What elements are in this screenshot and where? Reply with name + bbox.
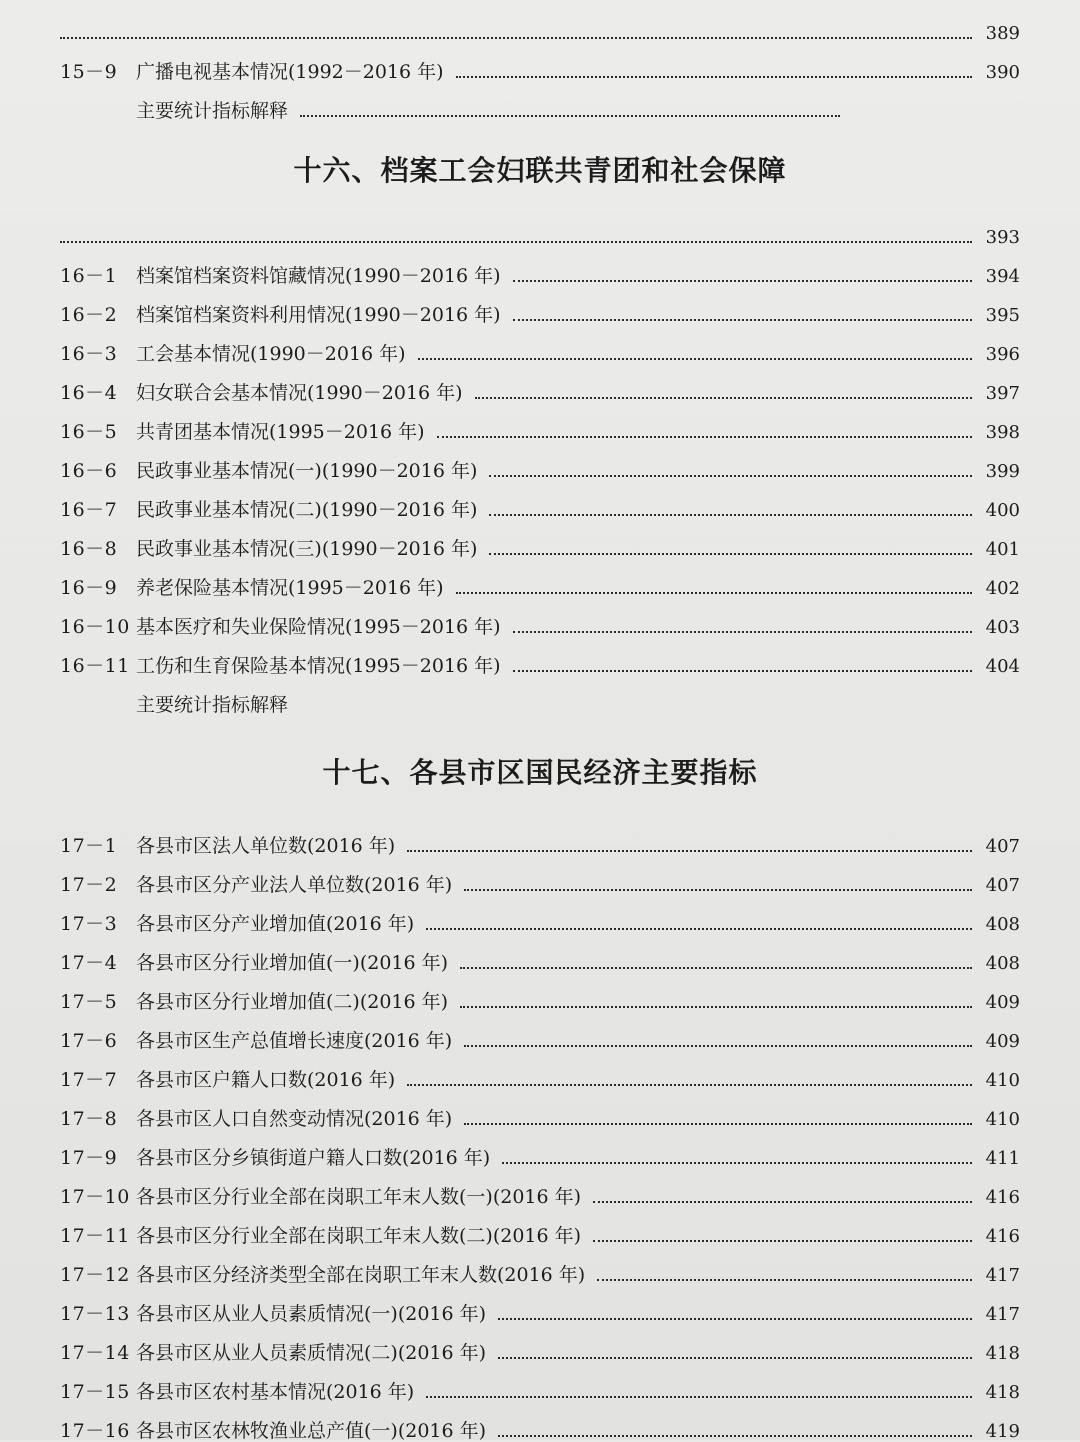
toc-entry-number: 16－7 xyxy=(60,499,118,521)
toc-entry-title: 民政事业基本情况(一)(1990－2016 年) xyxy=(136,460,478,482)
dot-leader xyxy=(489,514,972,516)
toc-entry-page: 407 xyxy=(985,875,1020,896)
toc-entry-page: 403 xyxy=(985,617,1020,638)
dot-leader xyxy=(456,76,972,78)
toc-entry-page: 401 xyxy=(985,539,1020,560)
toc-entry xyxy=(60,403,1020,442)
toc-entry-number: 16－2 xyxy=(60,304,118,326)
dot-leader xyxy=(489,475,972,477)
dot-leader xyxy=(300,115,840,117)
toc-entry-number: 17－1 xyxy=(60,835,118,857)
toc-entry-page: 416 xyxy=(985,1226,1020,1247)
toc-entry-page: 395 xyxy=(985,305,1020,326)
toc-entry-number: 17－8 xyxy=(60,1108,118,1130)
toc-entry xyxy=(60,1090,1020,1129)
toc-section-15-tail xyxy=(60,0,1020,121)
toc-entry xyxy=(60,637,1020,676)
toc-entry xyxy=(60,364,1020,403)
dot-leader xyxy=(407,1084,972,1086)
dot-leader xyxy=(489,553,972,555)
toc-entry-page: 407 xyxy=(985,836,1020,857)
toc-entry-number: 16－4 xyxy=(60,382,118,404)
toc-entry-title: 各县市区户籍人口数(2016 年) xyxy=(136,1069,396,1091)
toc-entry-page: 393 xyxy=(985,227,1020,248)
dot-leader xyxy=(593,1240,972,1242)
dot-leader xyxy=(437,436,972,438)
toc-entry-number: 17－11 xyxy=(60,1225,130,1247)
toc-entry-title: 各县市区分行业增加值(二)(2016 年) xyxy=(136,991,449,1013)
toc-entry xyxy=(60,1168,1020,1207)
toc-entry xyxy=(60,1207,1020,1246)
toc-entry-page: 410 xyxy=(985,1070,1020,1091)
toc-entry xyxy=(60,481,1020,520)
toc-entry xyxy=(60,247,1020,286)
section-heading: 十六、档案工会妇联共青团和社会保障 xyxy=(293,154,787,187)
toc-entry xyxy=(60,934,1020,973)
toc-entry-title: 各县市区从业人员素质情况(二)(2016 年) xyxy=(136,1342,487,1364)
toc-entry xyxy=(60,442,1020,481)
dot-leader xyxy=(513,631,972,633)
toc-entry-number: 16－11 xyxy=(60,655,130,677)
toc-entry xyxy=(60,82,1020,121)
toc-entry xyxy=(60,598,1020,637)
toc-entry-page: 399 xyxy=(985,461,1020,482)
toc-entry-title: 妇女联合会基本情况(1990－2016 年) xyxy=(136,382,463,404)
toc-entry xyxy=(60,1129,1020,1168)
toc-entry-number: 16－10 xyxy=(60,616,130,638)
toc-entry-title: 各县市区分经济类型全部在岗职工年末人数(2016 年) xyxy=(136,1264,586,1286)
toc-entry-title: 各县市区人口自然变动情况(2016 年) xyxy=(136,1108,453,1130)
toc-entry-page: 394 xyxy=(985,266,1020,287)
toc-entry-title: 各县市区生产总值增长速度(2016 年) xyxy=(136,1030,453,1052)
toc-entry-title: 共青团基本情况(1995－2016 年) xyxy=(136,421,425,443)
dot-leader xyxy=(418,358,972,360)
toc-entry-title: 档案馆档案资料利用情况(1990－2016 年) xyxy=(136,304,501,326)
toc-entry xyxy=(60,973,1020,1012)
toc-entry xyxy=(60,1363,1020,1402)
toc-entry-page: 408 xyxy=(985,914,1020,935)
toc-entry-number: 17－6 xyxy=(60,1030,118,1052)
toc-entry-page: 409 xyxy=(985,992,1020,1013)
toc-entry-page: 416 xyxy=(985,1187,1020,1208)
toc-entry xyxy=(60,227,1020,247)
toc-entry xyxy=(60,559,1020,598)
toc-entry xyxy=(60,286,1020,325)
toc-entry-number: 17－9 xyxy=(60,1147,118,1169)
dot-leader xyxy=(426,1396,972,1398)
toc-entry-title: 各县市区分行业增加值(一)(2016 年) xyxy=(136,952,449,974)
toc-entry-page: 408 xyxy=(985,953,1020,974)
toc-entry-title: 民政事业基本情况(二)(1990－2016 年) xyxy=(136,499,478,521)
toc-entry xyxy=(60,1051,1020,1090)
toc-entry-title: 各县市区分产业增加值(2016 年) xyxy=(136,913,415,935)
toc-entry-title: 各县市区农林牧渔业总产值(一)(2016 年) xyxy=(136,1420,487,1442)
toc-entry-page: 417 xyxy=(985,1304,1020,1325)
toc-entry-number: 17－7 xyxy=(60,1069,118,1091)
toc-entry xyxy=(60,817,1020,856)
toc-entry-page: 410 xyxy=(985,1109,1020,1130)
toc-entry-page: 397 xyxy=(985,383,1020,404)
toc-entry-title: 养老保险基本情况(1995－2016 年) xyxy=(136,577,444,599)
toc-entry-number: 17－3 xyxy=(60,913,118,935)
dot-leader xyxy=(498,1357,972,1359)
toc-entry-page: 396 xyxy=(985,344,1020,365)
toc-entry xyxy=(60,325,1020,364)
toc-entry-page: 419 xyxy=(985,1421,1020,1442)
toc-entry-title: 工会基本情况(1990－2016 年) xyxy=(136,343,406,365)
dot-leader xyxy=(460,1006,972,1008)
toc-entry-page: 409 xyxy=(985,1031,1020,1052)
toc-entry-page: 398 xyxy=(985,422,1020,443)
toc-entry-number: 17－5 xyxy=(60,991,118,1013)
toc-entry xyxy=(60,1285,1020,1324)
toc-entry-number: 17－12 xyxy=(60,1264,130,1286)
dot-leader xyxy=(407,850,972,852)
dot-leader xyxy=(460,967,972,969)
toc-entry-number: 17－4 xyxy=(60,952,118,974)
toc-entry-number: 17－14 xyxy=(60,1342,130,1364)
toc-entry-page: 402 xyxy=(985,578,1020,599)
dot-leader xyxy=(513,280,972,282)
toc-entry-title: 工伤和生育保险基本情况(1995－2016 年) xyxy=(136,655,501,677)
dot-leader xyxy=(513,670,972,672)
toc-entry-number: 17－10 xyxy=(60,1186,130,1208)
toc-entry-title: 各县市区分行业全部在岗职工年末人数(一)(2016 年) xyxy=(136,1186,582,1208)
toc-entry-page: 417 xyxy=(985,1265,1020,1286)
toc-entry xyxy=(60,4,1020,43)
toc-entry xyxy=(60,1012,1020,1051)
toc-entry-title: 各县市区农村基本情况(2016 年) xyxy=(136,1381,415,1403)
toc-entry-title: 各县市区分乡镇街道户籍人口数(2016 年) xyxy=(136,1147,491,1169)
toc-entry-number: 15－9 xyxy=(60,61,118,83)
toc-entry-number: 16－5 xyxy=(60,421,118,443)
toc-entry-number: 16－3 xyxy=(60,343,118,365)
toc-entry-title: 各县市区法人单位数(2016 年) xyxy=(136,835,396,857)
toc-entry-page: 400 xyxy=(985,500,1020,521)
toc-entry-title: 广播电视基本情况(1992－2016 年) xyxy=(136,61,444,83)
toc-entry-number: 16－1 xyxy=(60,265,118,287)
dot-leader xyxy=(593,1201,972,1203)
toc-section-16 xyxy=(60,227,1020,715)
toc-entry xyxy=(60,895,1020,934)
toc-entry-page: 418 xyxy=(985,1382,1020,1403)
toc-entry-page: 418 xyxy=(985,1343,1020,1364)
toc-entry-page: 411 xyxy=(985,1148,1020,1169)
toc-entry-title: 主要统计指标解释 xyxy=(136,100,289,122)
toc-entry xyxy=(60,43,1020,82)
toc-entry-number: 16－8 xyxy=(60,538,118,560)
dot-leader xyxy=(513,319,972,321)
toc-entry xyxy=(60,676,1020,715)
dot-leader xyxy=(464,1045,972,1047)
dot-leader xyxy=(464,889,972,891)
toc-entry-page: 389 xyxy=(985,23,1020,44)
toc-entry-number: 17－15 xyxy=(60,1381,130,1403)
toc-entry-title: 各县市区分产业法人单位数(2016 年) xyxy=(136,874,453,896)
toc-section-17 xyxy=(60,817,1020,1441)
dot-leader xyxy=(502,1162,972,1164)
dot-leader xyxy=(498,1318,972,1320)
dot-leader xyxy=(475,397,972,399)
dot-leader xyxy=(60,241,972,243)
toc-entry xyxy=(60,1246,1020,1285)
toc-entry-title: 民政事业基本情况(三)(1990－2016 年) xyxy=(136,538,478,560)
toc-entry xyxy=(60,520,1020,559)
toc-entry-number: 16－6 xyxy=(60,460,118,482)
toc-entry-page: 404 xyxy=(985,656,1020,677)
dot-leader xyxy=(456,592,972,594)
toc-entry-title: 档案馆档案资料馆藏情况(1990－2016 年) xyxy=(136,265,501,287)
toc-entry xyxy=(60,1324,1020,1363)
toc-entry xyxy=(60,1402,1020,1441)
toc-entry-title: 基本医疗和失业保险情况(1995－2016 年) xyxy=(136,616,501,638)
dot-leader xyxy=(464,1123,972,1125)
section-heading: 十七、各县市区国民经济主要指标 xyxy=(322,756,758,789)
toc-entry-page: 390 xyxy=(985,62,1020,83)
toc-entry-title: 各县市区从业人员素质情况(一)(2016 年) xyxy=(136,1303,487,1325)
toc-entry xyxy=(60,856,1020,895)
toc-entry-number: 16－9 xyxy=(60,577,118,599)
dot-leader xyxy=(60,37,972,39)
toc-entry-number: 17－16 xyxy=(60,1420,130,1442)
toc-entry-number: 17－13 xyxy=(60,1303,130,1325)
toc-entry-title: 各县市区分行业全部在岗职工年末人数(二)(2016 年) xyxy=(136,1225,582,1247)
dot-leader xyxy=(597,1279,972,1281)
toc-entry-title: 主要统计指标解释 xyxy=(136,694,289,716)
dot-leader xyxy=(498,1435,972,1437)
toc-entry-number: 17－2 xyxy=(60,874,118,896)
dot-leader xyxy=(426,928,972,930)
